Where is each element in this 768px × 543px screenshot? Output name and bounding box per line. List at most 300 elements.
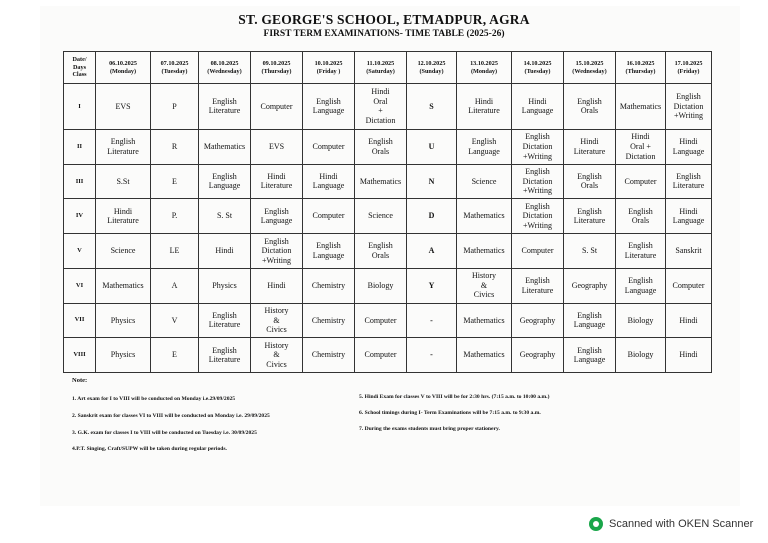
column-date: 14.10.2025 (523, 59, 552, 67)
subject-cell (512, 84, 564, 130)
subject-cell (564, 129, 616, 164)
subject-line: Geography (519, 350, 556, 360)
subject-line: English (368, 137, 393, 147)
subject-cell (457, 303, 512, 338)
subject-cell (251, 234, 303, 269)
subject-cell (96, 84, 151, 130)
subject-cell (251, 84, 303, 130)
subject-line: Literature (208, 320, 241, 330)
subject-line: Mathematics (463, 315, 505, 325)
subject-line: S.St (116, 176, 130, 186)
subject-line: Physics (110, 350, 136, 360)
subject-line: Computer (672, 280, 705, 290)
subject-line: Chemistry (311, 280, 346, 290)
subject-line: Chemistry (311, 315, 346, 325)
subject-cell (512, 303, 564, 338)
notes-title: Note: (72, 377, 88, 384)
subject-line: English (264, 236, 289, 246)
subject-line: +Writing (261, 255, 292, 265)
note-item: 2. Sanskrit exam for classes VI to VIII will be conducted on Monday i.e. 29/09/2025 (72, 413, 270, 419)
subject-line: English (212, 171, 237, 181)
date-column-header (512, 52, 564, 84)
column-date: 07.10.2025 (160, 59, 189, 67)
subject-cell (355, 268, 407, 303)
subject-cell (355, 234, 407, 269)
subject-cell (151, 129, 199, 164)
note-item: 1. Art exam for I to VIII will be conducted on Monday i.e.29/09/2025 (72, 396, 236, 402)
subject-cell (355, 84, 407, 130)
subject-line: E (172, 350, 177, 360)
subject-line: Dictation (522, 176, 553, 186)
subject-cell (96, 338, 151, 373)
subject-cell (512, 234, 564, 269)
subject-line: Computer (312, 211, 345, 221)
subject-line: Biology (627, 350, 654, 360)
subject-line: V (171, 315, 178, 325)
subject-line: A (171, 280, 178, 290)
subject-line: Mathematics (463, 350, 505, 360)
subject-line: Mathematics (102, 280, 144, 290)
corner-label: Days (72, 63, 87, 71)
subject-line: Computer (364, 315, 397, 325)
sunday-cell (407, 338, 457, 373)
scanner-watermark (589, 517, 753, 531)
subject-cell (96, 303, 151, 338)
subject-cell (564, 268, 616, 303)
corner-label: Date/ (72, 55, 87, 63)
subject-line: Hindi (679, 350, 698, 360)
subject-line: Orals (580, 106, 599, 116)
subject-line: EVS (268, 141, 285, 151)
subject-line: English (212, 345, 237, 355)
subject-cell (151, 84, 199, 130)
column-day: (Sunday) (419, 67, 444, 75)
subject-cell (251, 164, 303, 199)
subject-cell (457, 268, 512, 303)
subject-line: Computer (364, 350, 397, 360)
column-day: (Tuesday) (161, 67, 188, 75)
subject-cell (616, 268, 666, 303)
date-column-header (457, 52, 512, 84)
subject-line: Dictation (522, 141, 553, 151)
subject-cell (457, 129, 512, 164)
subject-line: LE (169, 246, 180, 256)
subject-line: Mathematics (619, 101, 662, 111)
subject-line: Literature (573, 146, 606, 156)
subject-cell (666, 303, 712, 338)
subject-line: Language (573, 355, 606, 365)
subject-line: Hindi (580, 137, 599, 147)
date-column-header (199, 52, 251, 84)
subject-line: Computer (312, 141, 345, 151)
subject-line: Physics (110, 315, 136, 325)
subject-line: Hindi (474, 96, 494, 106)
sunday-cell (407, 268, 457, 303)
subject-line: Hindi (679, 315, 698, 325)
table-row (64, 129, 712, 164)
class-cell: III (64, 164, 96, 199)
subject-line: Orals (371, 146, 390, 156)
subject-cell (303, 199, 355, 234)
note-item: 7. During the exams students must bring proper stationery. (359, 426, 500, 432)
column-day: (Friday ) (316, 67, 341, 75)
subject-cell (199, 199, 251, 234)
exam-subtitle: FIRST TERM EXAMINATIONS- TIME TABLE (2025-26) (263, 29, 505, 39)
subject-line: Geography (571, 280, 608, 290)
subject-cell (96, 234, 151, 269)
subject-cell (512, 268, 564, 303)
subject-line: Language (573, 320, 606, 330)
subject-cell (512, 129, 564, 164)
date-column-header (151, 52, 199, 84)
subject-cell (355, 164, 407, 199)
table-row (64, 164, 712, 199)
subject-cell (199, 268, 251, 303)
column-day: (Monday) (109, 67, 137, 75)
column-date: 17.10.2025 (674, 59, 703, 67)
subject-cell (151, 199, 199, 234)
subject-cell (564, 234, 616, 269)
subject-cell (96, 268, 151, 303)
subject-line: History (264, 305, 289, 315)
corner-label: Class (72, 71, 87, 79)
table-row (64, 234, 712, 269)
subject-cell (564, 84, 616, 130)
subject-line: Orals (371, 250, 390, 260)
subject-line: English (628, 241, 653, 251)
date-column-header (355, 52, 407, 84)
column-date: 15.10.2025 (575, 59, 604, 67)
subject-cell (616, 199, 666, 234)
subject-line: English (676, 171, 701, 181)
subject-line: English (110, 137, 136, 147)
subject-line: Science (471, 176, 497, 186)
subject-cell (303, 84, 355, 130)
subject-line: English (577, 171, 602, 181)
date-column-header (564, 52, 616, 84)
subject-line: - (430, 350, 433, 360)
class-cell: VIII (64, 338, 96, 373)
sunday-cell (407, 84, 457, 130)
subject-cell (151, 338, 199, 373)
subject-line: English (471, 137, 497, 147)
subject-cell (199, 129, 251, 164)
column-date: 06.10.2025 (109, 59, 137, 67)
subject-cell (151, 234, 199, 269)
column-date: 13.10.2025 (470, 59, 498, 67)
subject-line: Science (368, 211, 393, 221)
note-item: 3. G.K. exam for classes I to VIII will be conducted on Tuesday i.e. 30/09/2025 (72, 430, 257, 436)
subject-cell (199, 164, 251, 199)
subject-line: English (368, 241, 393, 251)
subject-cell (303, 268, 355, 303)
subject-cell (616, 164, 666, 199)
subject-line: Language (468, 146, 500, 156)
table-row (64, 199, 712, 234)
subject-cell (616, 129, 666, 164)
subject-line: Civics (266, 359, 287, 369)
subject-line: Y (428, 280, 435, 290)
column-day: (Tuesday) (524, 67, 551, 75)
subject-cell (512, 338, 564, 373)
subject-line: Hindi (679, 137, 698, 147)
subject-line: Language (312, 106, 345, 116)
subject-line: English (577, 345, 602, 355)
date-column-header (666, 52, 712, 84)
subject-cell (151, 268, 199, 303)
subject-line: Computer (260, 101, 293, 111)
subject-cell (251, 268, 303, 303)
subject-line: History (264, 340, 289, 350)
subject-cell (96, 164, 151, 199)
column-date: 12.10.2025 (417, 59, 446, 67)
subject-line: +Writing (522, 151, 553, 161)
subject-cell (512, 164, 564, 199)
subject-line: S. St (581, 246, 598, 256)
subject-line: Language (624, 285, 657, 295)
subject-line: Hindi (215, 246, 234, 256)
subject-cell (251, 338, 303, 373)
header-row (64, 52, 712, 84)
subject-cell (96, 129, 151, 164)
subject-cell (303, 164, 355, 199)
subject-line: Hindi (528, 96, 547, 106)
subject-line: Dictation (261, 246, 292, 256)
subject-line: +Writing (673, 111, 704, 121)
subject-line: Hindi (319, 171, 338, 181)
column-date: 11.10.2025 (366, 59, 395, 67)
subject-line: Literature (624, 250, 657, 260)
subject-line: P. (171, 211, 178, 221)
subject-line: Language (672, 216, 705, 226)
subject-cell (457, 338, 512, 373)
subject-line: English (628, 206, 653, 216)
subject-line: Mathematics (463, 246, 505, 256)
subject-line: Literature (260, 181, 293, 191)
subject-line: E (172, 176, 177, 186)
subject-line: Language (312, 250, 345, 260)
subject-line: Science (110, 246, 136, 256)
subject-cell (457, 199, 512, 234)
subject-cell (666, 164, 712, 199)
subject-line: & (480, 280, 488, 290)
subject-cell (564, 303, 616, 338)
subject-line: Computer (624, 176, 657, 186)
subject-line: Biology (627, 315, 654, 325)
subject-line: English (264, 206, 289, 216)
note-item: 5. Hindi Exam for classes V to VIII will be for 2:30 hrs. (7:15 a.m. to 10:00 a.m.) (359, 394, 550, 400)
column-date: 09.10.2025 (262, 59, 291, 67)
subject-line: Dictation (522, 211, 553, 221)
column-day: (Monday) (470, 67, 498, 75)
subject-cell (616, 338, 666, 373)
subject-line: Literature (573, 216, 606, 226)
subject-cell (457, 84, 512, 130)
subject-line: Literature (107, 216, 139, 226)
subject-line: English (525, 132, 550, 142)
subject-line: English (525, 276, 550, 286)
subject-cell (355, 199, 407, 234)
table-row (64, 303, 712, 338)
subject-line: Literature (521, 285, 554, 295)
subject-line: Language (672, 146, 705, 156)
date-column-header (303, 52, 355, 84)
date-column-header (251, 52, 303, 84)
subject-cell (355, 338, 407, 373)
subject-line: Dictation (625, 151, 656, 161)
subject-cell (355, 303, 407, 338)
subject-line: English (628, 276, 653, 286)
table-row (64, 338, 712, 373)
subject-line: English (577, 206, 602, 216)
subject-line: Mathematics (203, 141, 246, 151)
subject-line: History (472, 271, 496, 281)
corner-header (64, 52, 96, 84)
class-cell: IV (64, 199, 96, 234)
column-date: 08.10.2025 (210, 59, 239, 67)
subject-line: Sanskrit (675, 246, 702, 256)
subject-line: English (525, 167, 550, 177)
subject-line: Language (521, 106, 554, 116)
subject-line: English (577, 310, 602, 320)
subject-line: Computer (521, 246, 554, 256)
subject-line: + (378, 106, 383, 116)
subject-line: Language (208, 181, 241, 191)
subject-line: Dictation (365, 116, 396, 126)
subject-cell (251, 129, 303, 164)
column-day: (Friday) (677, 67, 700, 75)
subject-line: Literature (672, 181, 705, 191)
subject-line: - (430, 315, 433, 325)
subject-line: S. St (216, 211, 233, 221)
subject-line: Hindi (113, 206, 133, 216)
subject-line: Hindi (267, 171, 286, 181)
class-cell: V (64, 234, 96, 269)
subject-line: Chemistry (311, 350, 346, 360)
subject-line: & (273, 315, 280, 325)
school-title: ST. GEORGE'S SCHOOL, ETMADPUR, AGRA (238, 12, 530, 27)
column-date: 10.10.2025 (314, 59, 343, 67)
subject-line: N (428, 176, 435, 186)
subject-cell (564, 164, 616, 199)
subject-line: Hindi (679, 206, 698, 216)
subject-line: Hindi (371, 87, 390, 97)
subject-cell (512, 199, 564, 234)
scanner-logo-icon (589, 517, 603, 531)
subject-line: Literature (468, 106, 500, 116)
subject-cell (564, 199, 616, 234)
note-item: 4.P.T. Singing, Craft/SUPW will be taken during regular periods. (72, 446, 227, 452)
table-row (64, 268, 712, 303)
subject-line: Literature (208, 355, 241, 365)
column-day: (Thursday) (261, 67, 292, 75)
subject-cell (616, 84, 666, 130)
subject-line: Hindi (267, 280, 286, 290)
subject-cell (666, 234, 712, 269)
subject-line: Mathematics (359, 176, 402, 186)
subject-line: Civics (473, 290, 495, 300)
subject-cell (457, 164, 512, 199)
subject-line: A (428, 246, 435, 256)
subject-line: +Writing (522, 221, 553, 230)
subject-line: Geography (519, 315, 556, 325)
sunday-cell (407, 234, 457, 269)
subject-cell (199, 338, 251, 373)
subject-cell (666, 268, 712, 303)
subject-cell (303, 234, 355, 269)
subject-line: Literature (208, 106, 241, 116)
date-column-header (407, 52, 457, 84)
sunday-cell (407, 164, 457, 199)
subject-cell (303, 129, 355, 164)
subject-line: S (429, 101, 434, 111)
subject-line: Physics (212, 280, 237, 290)
subject-line: Biology (367, 280, 394, 290)
subject-cell (251, 199, 303, 234)
sunday-cell (407, 129, 457, 164)
subject-line: Mathematics (463, 211, 505, 221)
column-day: (Wednesday) (572, 67, 607, 75)
subject-cell (666, 84, 712, 130)
subject-cell (355, 129, 407, 164)
subject-cell (666, 338, 712, 373)
subject-line: Dictation (673, 101, 704, 111)
subject-line: Language (312, 181, 345, 191)
subject-line: P (172, 101, 177, 111)
subject-cell (616, 303, 666, 338)
subject-cell (199, 84, 251, 130)
date-column-header (96, 52, 151, 84)
sunday-cell (407, 199, 457, 234)
class-cell: II (64, 129, 96, 164)
subject-line: Language (260, 216, 293, 226)
column-day: (Thursday) (625, 67, 656, 75)
subject-cell (251, 303, 303, 338)
timetable (63, 51, 712, 373)
column-day: (Wednesday) (207, 67, 242, 75)
subject-cell (199, 303, 251, 338)
subject-line: Literature (107, 146, 139, 156)
subject-line: English (316, 96, 341, 106)
subject-cell (457, 234, 512, 269)
class-cell: VII (64, 303, 96, 338)
subject-line: English (212, 96, 237, 106)
subject-cell (303, 338, 355, 373)
subject-line: English (212, 310, 237, 320)
note-item: 6. School timings during I- Term Examinations will be 7:15 a.m. to 9:30 a.m. (359, 410, 541, 416)
subject-line: English (316, 241, 341, 251)
subject-line: & (273, 350, 280, 360)
subject-line: Oral (373, 96, 388, 106)
class-cell: VI (64, 268, 96, 303)
column-day: (Saturday) (366, 67, 395, 75)
subject-line: Oral + (630, 141, 651, 151)
subject-line: English (676, 92, 701, 102)
subject-line: Orals (631, 216, 650, 226)
table-row (64, 84, 712, 130)
subject-line: Civics (266, 325, 287, 335)
column-date: 16.10.2025 (626, 59, 655, 67)
subject-line: D (428, 211, 435, 221)
subject-line: R (171, 141, 178, 151)
scanner-text: Scanned with OKEN Scanner (609, 518, 754, 530)
subject-cell (666, 199, 712, 234)
subject-line: EVS (115, 101, 131, 111)
subject-cell (564, 338, 616, 373)
subject-cell (199, 234, 251, 269)
subject-cell (616, 234, 666, 269)
subject-cell (666, 129, 712, 164)
